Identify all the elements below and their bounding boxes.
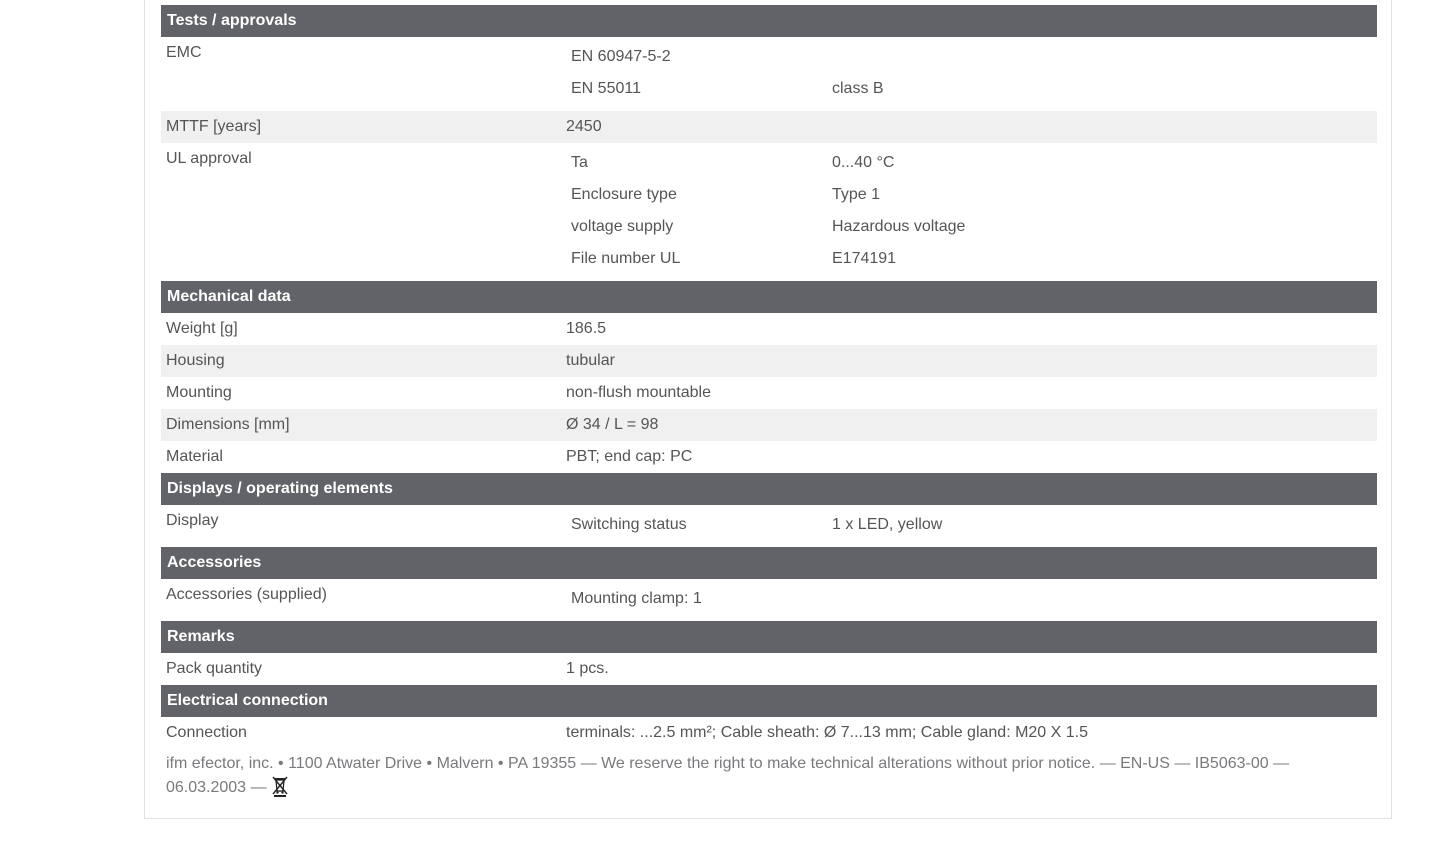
subtable-value — [702, 583, 1377, 615]
subtable-key: Ta — [571, 154, 588, 171]
subtable-value: Type 1 — [832, 186, 881, 203]
row-label: Display — [166, 512, 219, 529]
datasheet-page — [144, 0, 1392, 819]
subtable-row — [566, 147, 1377, 179]
row-value: 1 pcs. — [566, 660, 609, 677]
row-mttf — [161, 111, 1377, 143]
subtable-key: voltage supply — [571, 218, 674, 235]
row-label: Connection — [166, 724, 247, 741]
row-value: tubular — [566, 352, 615, 369]
subtable-key: Enclosure type — [571, 186, 677, 203]
emc-subtable — [566, 37, 1377, 111]
weee-crossed-bin-icon — [271, 775, 289, 797]
section-header-electrical: Electrical connection — [161, 685, 1377, 717]
subtable-value — [832, 41, 1377, 73]
footer-text: ifm efector, inc. • 1100 Atwater Drive • Malvern • PA 19355 — We reserve the right to make technical alterations without prior notice. — EN-US — IB5063-00 — 06.03.2003 — — [166, 755, 1290, 796]
row-value: Ø 34 / L = 98 — [566, 416, 659, 433]
row-label: MTTF [years] — [166, 118, 262, 135]
section-header-displays: Displays / operating elements — [161, 473, 1377, 505]
row-label: UL approval — [166, 150, 252, 167]
subtable-value: Hazardous voltage — [832, 218, 966, 235]
row-ul-approval — [161, 143, 1377, 281]
subtable-key: EN 60947-5-2 — [571, 48, 671, 65]
row-accessories-supplied — [161, 579, 1377, 621]
subtable-value: 0...40 °C — [832, 154, 895, 171]
row-housing — [161, 345, 1377, 377]
subtable-key: File number UL — [571, 250, 681, 267]
section-header-remarks: Remarks — [161, 621, 1377, 653]
row-value: PBT; end cap: PC — [566, 448, 693, 465]
row-label: Weight [g] — [166, 320, 238, 337]
row-mounting — [161, 377, 1377, 409]
row-label: Pack quantity — [166, 660, 263, 677]
row-label: EMC — [166, 44, 202, 61]
footer-note — [161, 749, 1321, 799]
subtable-row — [566, 243, 1377, 275]
row-label: Mounting — [166, 384, 232, 401]
display-subtable — [566, 505, 1377, 547]
datasheet-table — [161, 5, 1377, 799]
subtable-row — [566, 41, 1377, 73]
section-header-tests: Tests / approvals — [161, 5, 1377, 37]
row-emc — [161, 37, 1377, 111]
section-header-mechanical: Mechanical data — [161, 281, 1377, 313]
subtable-key: Mounting clamp: 1 — [571, 590, 702, 607]
row-value: terminals: ...2.5 mm²; Cable sheath: Ø 7...13 mm; Cable gland: M20 X 1.5 — [566, 724, 1089, 741]
subtable-row — [566, 583, 1377, 615]
subtable-row — [566, 509, 1377, 541]
subtable-row — [566, 179, 1377, 211]
row-value: non-flush mountable — [566, 384, 711, 401]
subtable-key: EN 55011 — [571, 80, 641, 97]
section-header-accessories: Accessories — [161, 547, 1377, 579]
subtable-value: E174191 — [832, 250, 897, 267]
subtable-value: 1 x LED, yellow — [832, 516, 943, 533]
subtable-value: class B — [832, 80, 884, 97]
row-label: Material — [166, 448, 223, 465]
row-label: Accessories (supplied) — [166, 586, 327, 603]
accessories-subtable — [566, 579, 1377, 621]
subtable-row — [566, 73, 1377, 105]
row-label: Housing — [166, 352, 225, 369]
row-pack-quantity — [161, 653, 1377, 685]
row-weight — [161, 313, 1377, 345]
row-material — [161, 441, 1377, 473]
row-connection — [161, 717, 1377, 749]
subtable-row — [566, 211, 1377, 243]
row-value: 186.5 — [566, 320, 607, 337]
subtable-key: Switching status — [571, 516, 687, 533]
row-display — [161, 505, 1377, 547]
row-value: 2450 — [566, 118, 602, 135]
row-label: Dimensions [mm] — [166, 416, 290, 433]
row-dimensions — [161, 409, 1377, 441]
ul-subtable — [566, 143, 1377, 281]
